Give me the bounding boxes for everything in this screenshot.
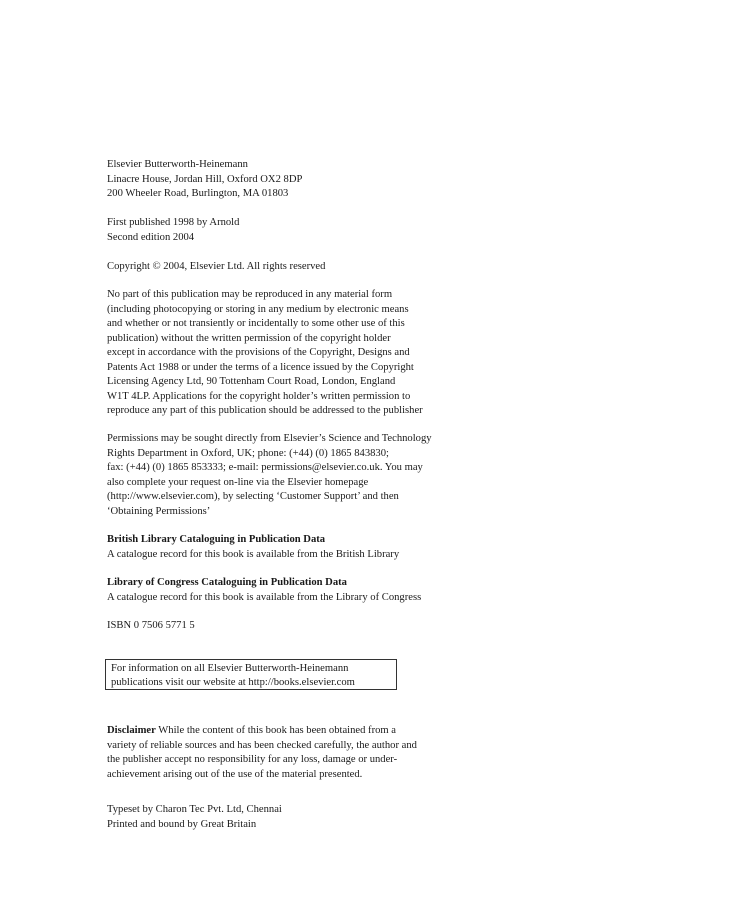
disclaimer <box>107 724 487 782</box>
permissions-line: (http://www.elsevier.com), by selecting ‘Customer Support’ and then <box>107 491 399 502</box>
permissions-notice <box>107 432 487 519</box>
reproduction-line: Patents Act 1988 or under the terms of a licence issued by the Copyright <box>107 361 414 373</box>
disclaimer-line: achievement arising out of the use of the material presented. <box>107 768 363 780</box>
permissions-line: fax: (+44) (0) 1865 853333; e-mail: permissions@elsevier.co.uk. You may <box>107 462 423 473</box>
first-edition: First published 1998 by Arnold <box>107 217 240 228</box>
printer: Printed and bound by Great Britain <box>107 818 257 830</box>
permissions-line: also complete your request on-line via the Elsevier homepage <box>107 476 369 488</box>
copyright-line: Copyright © 2004, Elsevier Ltd. All rights reserved <box>107 261 326 272</box>
edition-history <box>107 216 487 245</box>
british-library-text: A catalogue record for this book is available from the British Library <box>107 548 400 560</box>
reproduction-notice <box>107 288 487 419</box>
info-box-line: For information on all Elsevier Butterworth-Heinemann <box>111 663 349 674</box>
reproduction-line: No part of this publication may be reproduced in any material form <box>107 289 393 300</box>
production-credits <box>107 803 487 832</box>
reproduction-line: Licensing Agency Ltd, 90 Tottenham Court Road, London, England <box>107 376 396 387</box>
publisher-address <box>107 158 487 202</box>
typesetter: Typeset by Charon Tec Pvt. Ltd, Chennai <box>107 804 282 815</box>
permissions-line: Permissions may be sought directly from Elsevier’s Science and Technology <box>107 433 432 444</box>
reproduction-line: W1T 4LP. Applications for the copyright holder’s written permission to <box>107 390 411 402</box>
reproduction-line: except in accordance with the provisions of the Copyright, Designs and <box>107 347 410 358</box>
disclaimer-first-line <box>107 724 487 739</box>
permissions-line: Rights Department in Oxford, UK; phone: (+44) (0) 1865 843830; <box>107 447 389 459</box>
isbn-block <box>107 619 487 634</box>
british-library-heading: British Library Cataloguing in Publication Data <box>107 534 326 545</box>
library-of-congress-cip <box>107 576 487 605</box>
copyright-statement <box>107 260 487 275</box>
permissions-line: ‘Obtaining Permissions’ <box>107 505 211 517</box>
publisher-address-us: 200 Wheeler Road, Burlington, MA 01803 <box>107 188 289 199</box>
reproduction-line: and whether or not transiently or incidentally to some other use of this <box>107 318 405 329</box>
reproduction-line: (including photocopying or storing in any medium by electronic means <box>107 303 409 315</box>
reproduction-line: reproduce any part of this publication should be addressed to the publisher <box>107 405 423 416</box>
publisher-address-uk: Linacre House, Jordan Hill, Oxford OX2 8DP <box>107 173 303 185</box>
second-edition: Second edition 2004 <box>107 231 195 243</box>
british-library-cip <box>107 533 487 562</box>
disclaimer-line: variety of reliable sources and has been checked carefully, the author and <box>107 739 417 751</box>
publisher-name: Elsevier Butterworth-Heinemann <box>107 159 248 170</box>
disclaimer-label: Disclaimer <box>107 725 156 736</box>
library-of-congress-heading: Library of Congress Cataloguing in Publication Data <box>107 577 347 588</box>
disclaimer-line: the publisher accept no responsibility for any loss, damage or under- <box>107 754 398 765</box>
disclaimer-first-text: While the content of this book has been obtained from a <box>155 725 397 736</box>
website-info-box <box>105 659 397 690</box>
isbn: ISBN 0 7506 5771 5 <box>107 620 195 631</box>
library-of-congress-text: A catalogue record for this book is available from the Library of Congress <box>107 591 422 603</box>
info-box-line: publications visit our website at http://books.elsevier.com <box>111 676 355 688</box>
reproduction-line: publication) without the written permission of the copyright holder <box>107 332 391 344</box>
